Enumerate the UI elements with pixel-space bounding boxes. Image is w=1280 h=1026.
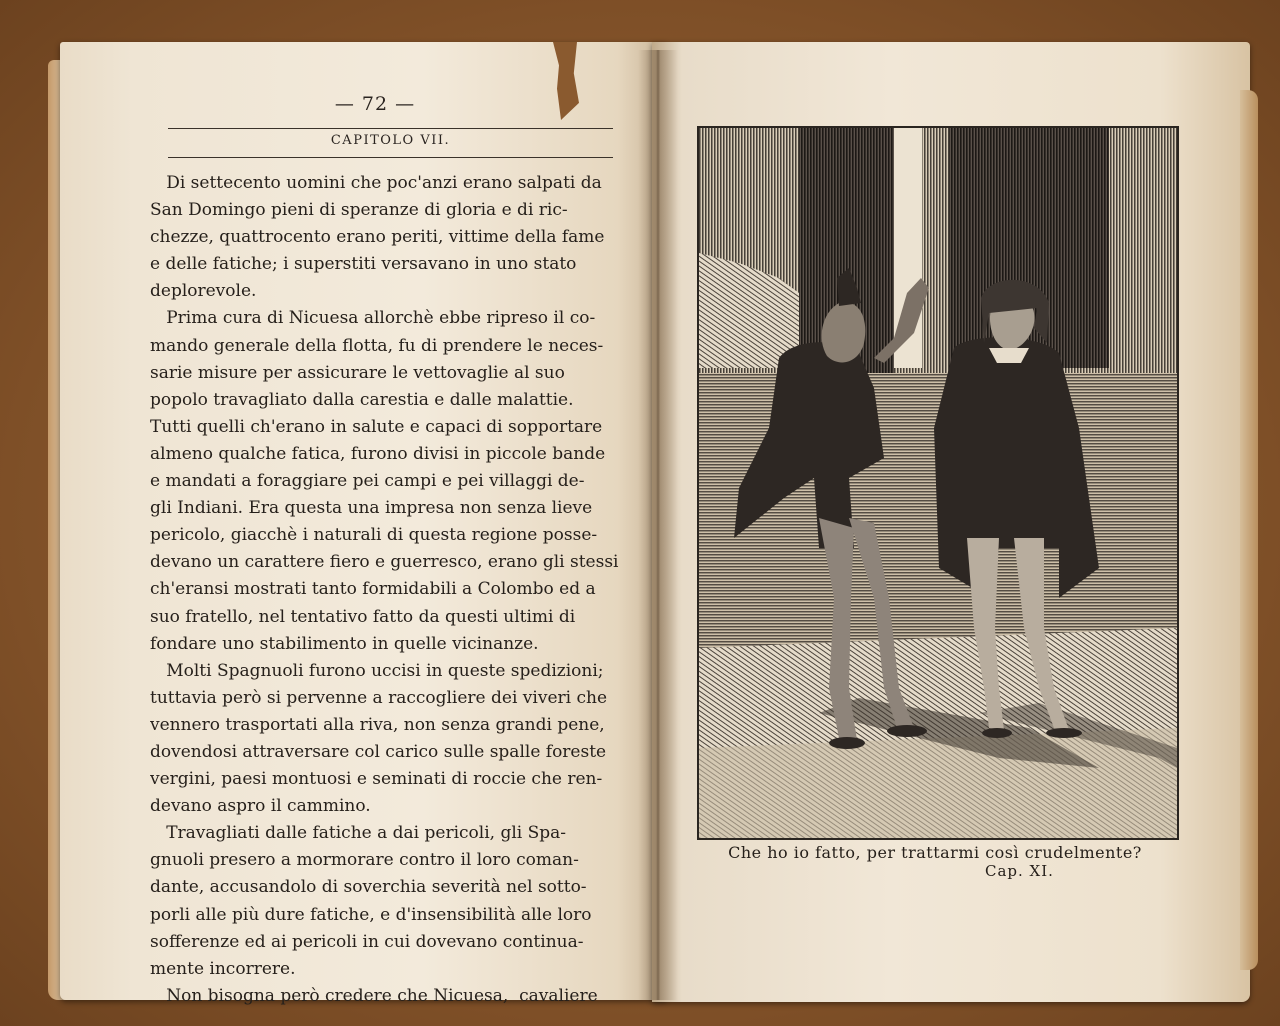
book-gutter: [638, 50, 678, 1000]
text-line: sofferenze ed ai pericoli in cui dovevano continua-: [150, 931, 584, 952]
page-number: — 72 —: [334, 93, 416, 115]
text-line: Travagliati dalle fatiche a dai pericoli, gli Spa-: [150, 823, 567, 844]
text-line: dovendosi attraversare col carico sulle spalle foreste: [150, 741, 607, 762]
text-line: suo fratello, nel tentativo fatto da questi ultimi di: [150, 606, 576, 627]
header-rule-top: [168, 128, 613, 129]
text-line: Molti Spagnuoli furono uccisi in queste spedizioni;: [150, 660, 604, 681]
text-line: deplorevole.: [150, 281, 257, 302]
caption-chapter-reference: Cap. XI.: [985, 862, 1054, 880]
text-line: Non bisogna però credere che Nicuesa, cavaliere: [150, 985, 598, 1006]
text-line: Prima cura di Nicuesa allorchè ebbe ripreso il co-: [150, 308, 596, 329]
header-rule-bottom: [168, 157, 613, 158]
text-line: mando generale della flotta, fu di prendere le neces-: [150, 335, 604, 356]
right-page-edges: [1240, 90, 1258, 970]
text-line: Di settecento uomini che poc'anzi erano salpati da: [150, 173, 602, 193]
text-line: sarie misure per assicurare le vettovaglie al suo: [150, 362, 565, 383]
text-line: vergini, paesi montuosi e seminati di roccie che ren-: [150, 769, 603, 790]
text-line: devano aspro il cammino.: [150, 796, 371, 817]
text-line: tuttavia però si pervenne a raccogliere dei viveri che: [150, 687, 607, 708]
text-line: pericolo, giacchè i naturali di questa regione posse-: [150, 525, 598, 546]
text-line: ch'eransi mostrati tanto formidabili a Colombo ed a: [150, 579, 596, 600]
text-line: mente incorrere.: [150, 958, 296, 979]
text-line: dante, accusandolo di soverchia severità nel sotto-: [150, 877, 587, 898]
text-line: gnuoli presero a mormorare contro il loro coman-: [150, 850, 579, 871]
text-line: e delle fatiche; i superstiti versavano in uno stato: [150, 254, 577, 275]
text-line: porli alle più dure fatiche, e d'insensibilità alle loro: [150, 904, 592, 925]
chapter-title: CAPITOLO VII.: [330, 133, 451, 148]
text-line: fondare uno stabilimento in quelle vicinanze.: [150, 633, 539, 654]
text-line: popolo travagliato dalla carestia e dalle malattie.: [150, 389, 574, 410]
engraving-illustration: [697, 126, 1179, 840]
body-text: [150, 170, 626, 1010]
text-line: San Domingo pieni di speranze di gloria e di ric-: [150, 200, 568, 221]
text-line: devano un carattere fiero e guerresco, erano gli stessi: [150, 552, 619, 573]
text-line: vennero trasportati alla riva, non senza grandi pene,: [150, 714, 605, 735]
text-line: Tutti quelli ch'erano in salute e capaci di sopportare: [150, 416, 603, 437]
text-line: chezze, quattrocento erano periti, vittime della fame: [150, 227, 605, 248]
text-line: e mandati a foraggiare pei campi e pei villaggi de-: [150, 471, 585, 492]
text-line: almeno qualche fatica, furono divisi in piccole bande: [150, 443, 606, 464]
illustration-caption: Che ho io fatto, per trattarmi così crudelmente?: [728, 843, 1142, 862]
text-line: gli Indiani. Era questa una impresa non senza lieve: [150, 498, 593, 519]
